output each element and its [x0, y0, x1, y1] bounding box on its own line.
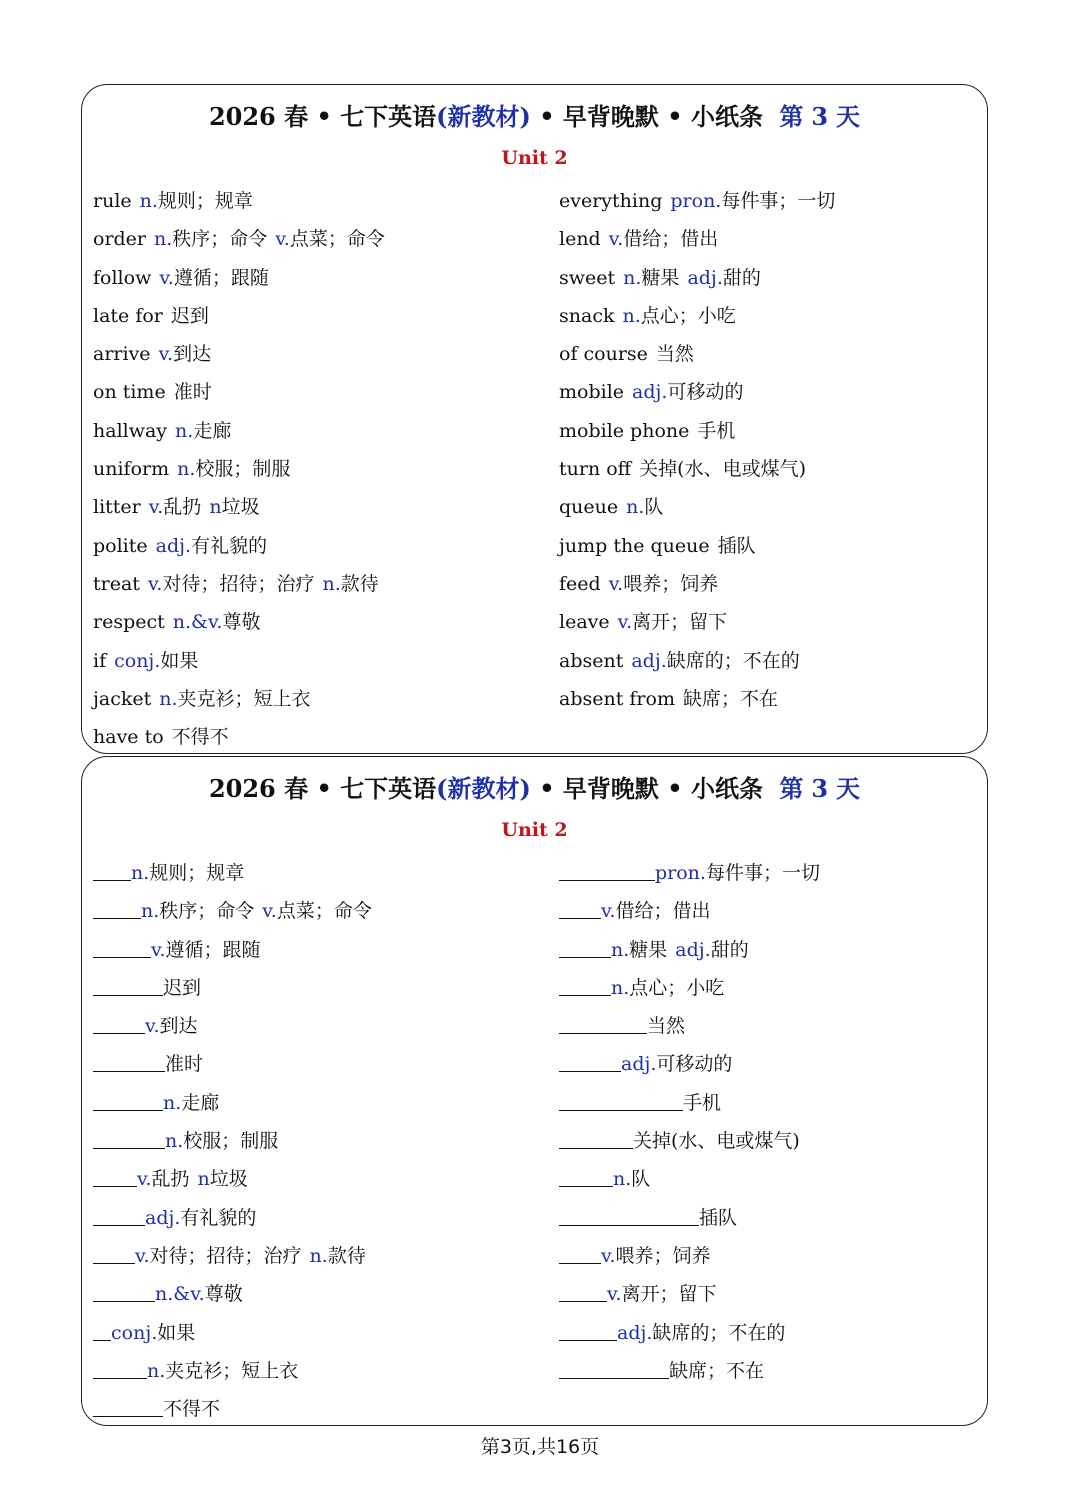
answer-blank [93, 1203, 145, 1226]
part-of-speech: n.&v. [155, 1283, 205, 1306]
answer-blank [93, 1049, 165, 1072]
page-footer: 第3页,共16页 [480, 1436, 600, 1458]
chinese-meaning: 尊敬 [204, 1283, 243, 1306]
part-of-speech: n. [163, 1091, 182, 1114]
chinese-meaning: 糖果 [629, 938, 668, 961]
chinese-meaning: 缺席的；不在的 [666, 649, 800, 672]
vocab-entry [93, 645, 385, 683]
part-of-speech: n. [623, 266, 642, 289]
vocab-entry [559, 683, 835, 721]
english-word: have to [93, 726, 164, 749]
vocab-entry [93, 453, 385, 491]
part-of-speech: v. [601, 1244, 616, 1267]
chinese-meaning: 有礼貌的 [191, 534, 268, 557]
dictation-entry [93, 1240, 372, 1278]
english-word: order [93, 228, 147, 251]
english-word: on time [93, 381, 166, 404]
part-of-speech-2: n [209, 496, 222, 519]
chinese-meaning-2: 垃圾 [209, 1168, 248, 1191]
chinese-meaning: 缺席；不在 [682, 687, 778, 710]
chinese-meaning: 队 [644, 496, 664, 519]
part-of-speech: conj. [111, 1321, 158, 1344]
chinese-meaning: 秩序；命令 [159, 900, 255, 923]
chinese-meaning: 夹克衫；短上衣 [177, 687, 311, 710]
card-title: 2026 春 • 七下英语(新教材) • 早背晚默 • 小纸条 第 3 天 [208, 774, 861, 803]
english-word: sweet [559, 266, 616, 289]
answer-blank [559, 973, 611, 996]
dictation-column-left [93, 857, 372, 1431]
chinese-meaning: 喂养；饲养 [623, 572, 719, 595]
part-of-speech: n. [165, 1130, 184, 1153]
part-of-speech: adj. [621, 1053, 657, 1076]
english-word: mobile phone [559, 419, 690, 442]
chinese-meaning: 乱扔 [151, 1168, 190, 1191]
answer-blank [559, 896, 601, 919]
dictation-entry [93, 1317, 372, 1355]
chinese-meaning: 校服；制服 [195, 458, 291, 481]
part-of-speech: n. [613, 1168, 632, 1191]
answer-blank [93, 1318, 111, 1341]
vocab-card-dictation [81, 756, 988, 1426]
part-of-speech: n. [175, 419, 194, 442]
chinese-meaning: 手机 [697, 419, 736, 442]
vocab-entry [93, 300, 385, 338]
vocab-entry [559, 300, 835, 338]
dictation-entry [93, 1010, 372, 1048]
dictation-entry [559, 1240, 820, 1278]
chinese-meaning: 每件事；一切 [705, 862, 820, 884]
chinese-meaning: 插队 [717, 534, 756, 557]
chinese-meaning: 点心；小吃 [629, 976, 725, 999]
dictation-entry [93, 857, 372, 895]
part-of-speech-2: v. [262, 900, 277, 923]
answer-blank [559, 1011, 647, 1034]
answer-blank [559, 1203, 699, 1226]
dictation-entry [559, 934, 820, 972]
english-word: treat [93, 572, 140, 595]
chinese-meaning: 遵循；跟随 [173, 266, 269, 289]
dictation-entry [559, 895, 820, 933]
chinese-meaning: 关掉(水、电或煤气) [633, 1130, 800, 1153]
chinese-meaning: 插队 [699, 1206, 738, 1229]
dictation-entry [93, 1125, 372, 1163]
part-of-speech-2: n. [322, 572, 341, 595]
chinese-meaning: 缺席的；不在的 [652, 1321, 786, 1344]
part-of-speech: adj. [155, 534, 192, 557]
part-of-speech-2: adj. [675, 938, 711, 961]
answer-blank [93, 1126, 165, 1149]
chinese-meaning: 关掉(水、电或煤气) [639, 458, 806, 481]
vocab-entry [559, 491, 835, 529]
english-word: absent [559, 649, 624, 672]
vocab-entry [93, 721, 385, 759]
chinese-meaning: 迟到 [163, 976, 202, 999]
english-word: queue [559, 496, 619, 519]
chinese-meaning: 借给；借出 [623, 228, 719, 251]
chinese-meaning: 可移动的 [656, 1053, 733, 1076]
dictation-entry [93, 1202, 372, 1240]
vocab-column-right [559, 185, 835, 721]
part-of-speech: n. [139, 190, 158, 212]
answer-blank [559, 1318, 617, 1341]
vocab-entry [93, 185, 385, 223]
chinese-meaning: 可移动的 [667, 381, 744, 404]
english-word: leave [559, 611, 610, 634]
chinese-meaning: 有礼貌的 [180, 1206, 257, 1229]
answer-blank [93, 973, 163, 996]
part-of-speech: pron. [655, 862, 706, 884]
chinese-meaning-2: 甜的 [710, 938, 749, 961]
chinese-meaning-2: 甜的 [722, 266, 761, 289]
chinese-meaning-2: 垃圾 [221, 496, 260, 519]
english-word: litter [93, 496, 141, 519]
answer-blank [559, 858, 655, 881]
answer-blank [93, 1088, 163, 1111]
part-of-speech: n. [626, 496, 645, 519]
dictation-entry [93, 1048, 372, 1086]
vocab-entry [93, 568, 385, 606]
dictation-entry [559, 1087, 820, 1125]
chinese-meaning: 每件事；一切 [721, 190, 836, 212]
vocab-entry [559, 645, 835, 683]
part-of-speech-2: n. [309, 1244, 328, 1267]
english-word: if [93, 649, 107, 672]
english-word: polite [93, 534, 148, 557]
answer-blank [93, 896, 141, 919]
dictation-entry [559, 857, 820, 895]
vocab-entry [93, 491, 385, 529]
answer-blank [559, 1126, 633, 1149]
english-word: turn off [559, 458, 632, 481]
part-of-speech: v. [148, 496, 164, 519]
chinese-meaning: 准时 [173, 381, 212, 404]
part-of-speech: v. [617, 611, 633, 634]
vocab-entry [559, 262, 835, 300]
unit-label: Unit 2 [501, 819, 568, 841]
dictation-entry [559, 1163, 820, 1201]
chinese-meaning: 到达 [173, 343, 212, 366]
part-of-speech: v. [601, 900, 616, 923]
vocab-entry [559, 376, 835, 414]
part-of-speech: pron. [670, 190, 722, 212]
dictation-column-right [559, 857, 820, 1393]
card-title: 2026 春 • 七下英语(新教材) • 早背晚默 • 小纸条 第 3 天 [208, 102, 861, 131]
vocab-entry [559, 568, 835, 606]
chinese-meaning: 如果 [160, 649, 199, 672]
chinese-meaning: 离开；留下 [632, 611, 728, 634]
chinese-meaning: 点心；小吃 [640, 304, 736, 327]
part-of-speech: v. [147, 572, 163, 595]
chinese-meaning: 遵循；跟随 [165, 938, 261, 961]
english-word: uniform [93, 458, 170, 481]
chinese-meaning: 糖果 [641, 266, 680, 289]
part-of-speech: v. [608, 228, 624, 251]
part-of-speech: adj. [617, 1321, 653, 1344]
answer-blank [93, 1356, 147, 1379]
chinese-meaning: 喂养；饲养 [615, 1244, 711, 1267]
dictation-entry [559, 972, 820, 1010]
english-word: late for [93, 304, 163, 327]
dictation-entry [93, 1355, 372, 1393]
part-of-speech: v. [137, 1168, 152, 1191]
chinese-meaning: 秩序；命令 [172, 228, 268, 251]
part-of-speech: n.&v. [172, 611, 223, 634]
part-of-speech: v. [135, 1244, 150, 1267]
vocab-entry [559, 530, 835, 568]
chinese-meaning-2: 点菜；命令 [289, 228, 385, 251]
part-of-speech-2: v. [275, 228, 290, 251]
answer-blank [559, 935, 611, 958]
part-of-speech: n. [622, 304, 641, 327]
vocab-entry [559, 223, 835, 261]
answer-blank [93, 1011, 145, 1034]
dictation-entry [559, 1125, 820, 1163]
vocab-entry [559, 338, 835, 376]
vocab-column-left [93, 185, 385, 759]
chinese-meaning: 如果 [157, 1321, 196, 1344]
part-of-speech-2: adj. [687, 266, 723, 289]
part-of-speech: v. [145, 1015, 160, 1038]
chinese-meaning: 不得不 [171, 726, 229, 749]
chinese-meaning: 准时 [165, 1053, 204, 1076]
chinese-meaning-2: 款待 [327, 1244, 366, 1267]
answer-blank [559, 1279, 607, 1302]
dictation-entry [559, 1048, 820, 1086]
chinese-meaning: 规则；规章 [157, 190, 253, 212]
chinese-meaning: 对待；招待；治疗 [162, 572, 315, 595]
answer-blank [559, 1241, 601, 1264]
chinese-meaning: 对待；招待；治疗 [149, 1244, 302, 1267]
vocab-entry [559, 453, 835, 491]
dictation-entry [93, 1163, 372, 1201]
vocab-entry [93, 683, 385, 721]
chinese-meaning: 当然 [647, 1015, 686, 1038]
part-of-speech: conj. [114, 649, 161, 672]
part-of-speech-2: n [197, 1168, 210, 1191]
part-of-speech: v. [158, 343, 174, 366]
english-word: rule [93, 190, 132, 212]
answer-blank [93, 1164, 137, 1187]
answer-blank [559, 1088, 683, 1111]
part-of-speech: v. [607, 1283, 622, 1306]
vocab-entry [559, 606, 835, 644]
vocab-entry [93, 606, 385, 644]
chinese-meaning: 队 [631, 1168, 651, 1191]
vocab-entry [93, 530, 385, 568]
part-of-speech: v. [608, 572, 624, 595]
dictation-entry [93, 1087, 372, 1125]
dictation-entry [93, 1393, 372, 1431]
chinese-meaning-2: 款待 [340, 572, 379, 595]
answer-blank [559, 1356, 669, 1379]
dictation-entry [559, 1317, 820, 1355]
dictation-entry [559, 1010, 820, 1048]
english-word: snack [559, 304, 615, 327]
answer-blank [559, 1164, 613, 1187]
english-word: feed [559, 572, 601, 595]
english-word: mobile [559, 381, 625, 404]
answer-blank [93, 1394, 163, 1417]
chinese-meaning: 离开；留下 [621, 1283, 717, 1306]
part-of-speech: n. [611, 976, 630, 999]
dictation-entry [93, 895, 372, 933]
answer-blank [93, 858, 131, 881]
chinese-meaning: 到达 [159, 1015, 198, 1038]
chinese-meaning: 迟到 [170, 304, 209, 327]
english-word: follow [93, 266, 152, 289]
chinese-meaning: 尊敬 [222, 611, 261, 634]
part-of-speech: n. [159, 687, 178, 710]
chinese-meaning: 走廊 [181, 1091, 220, 1114]
vocab-entry [93, 262, 385, 300]
chinese-meaning: 规则；规章 [149, 862, 245, 884]
chinese-meaning: 夹克衫；短上衣 [165, 1359, 299, 1382]
dictation-entry [93, 934, 372, 972]
vocab-entry [93, 376, 385, 414]
answer-blank [93, 1279, 155, 1302]
chinese-meaning: 乱扔 [163, 496, 202, 519]
chinese-meaning: 不得不 [163, 1398, 221, 1421]
vocab-entry [559, 415, 835, 453]
english-word: of course [559, 343, 648, 366]
chinese-meaning-2: 点菜；命令 [276, 900, 372, 923]
dictation-entry [93, 972, 372, 1010]
chinese-meaning: 缺席；不在 [669, 1359, 765, 1382]
chinese-meaning: 手机 [683, 1091, 722, 1114]
answer-blank [93, 1241, 135, 1264]
chinese-meaning: 当然 [655, 343, 694, 366]
part-of-speech: adj. [631, 649, 667, 672]
answer-blank [559, 1049, 621, 1072]
english-word: absent from [559, 687, 675, 710]
english-word: everything [559, 190, 663, 212]
part-of-speech: n. [131, 862, 150, 884]
part-of-speech: adj. [145, 1206, 181, 1229]
english-word: hallway [93, 419, 168, 442]
chinese-meaning: 校服；制服 [183, 1130, 279, 1153]
chinese-meaning: 借给；借出 [615, 900, 711, 923]
dictation-entry [559, 1278, 820, 1316]
part-of-speech: v. [151, 938, 166, 961]
answer-blank [93, 935, 151, 958]
vocab-entry [559, 185, 835, 223]
part-of-speech: n. [147, 1359, 166, 1382]
english-word: lend [559, 228, 601, 251]
english-word: jacket [93, 687, 152, 710]
vocab-entry [93, 223, 385, 261]
dictation-entry [559, 1202, 820, 1240]
vocab-card-answers [81, 84, 988, 754]
part-of-speech: v. [159, 266, 174, 289]
unit-label: Unit 2 [501, 147, 568, 169]
dictation-entry [93, 1278, 372, 1316]
part-of-speech: n. [154, 228, 173, 251]
chinese-meaning: 走廊 [193, 419, 232, 442]
english-word: jump the queue [559, 534, 710, 557]
part-of-speech: n. [611, 938, 630, 961]
part-of-speech: n. [177, 458, 196, 481]
english-word: arrive [93, 343, 151, 366]
vocab-entry [93, 338, 385, 376]
part-of-speech: n. [141, 900, 160, 923]
part-of-speech: adj. [632, 381, 668, 404]
vocab-entry [93, 415, 385, 453]
dictation-entry [559, 1355, 820, 1393]
english-word: respect [93, 611, 165, 634]
